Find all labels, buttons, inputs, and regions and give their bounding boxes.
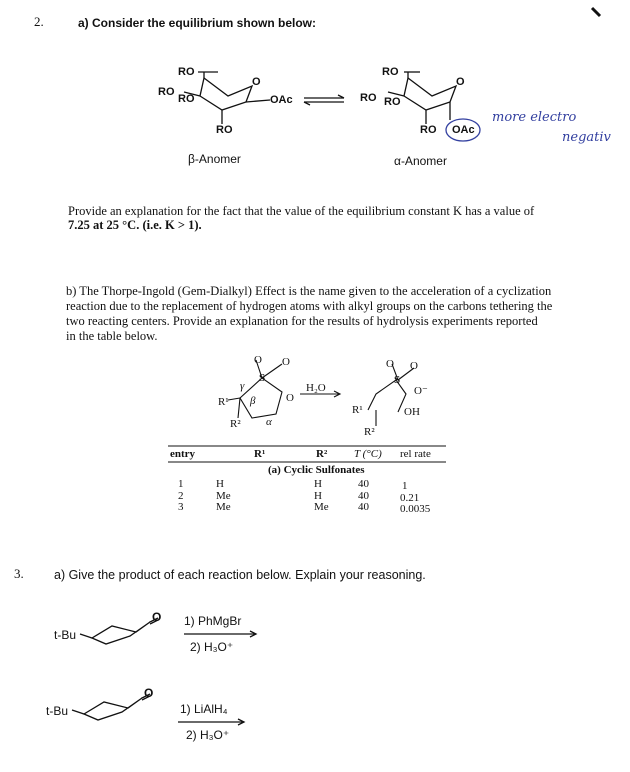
beta-ro-bottom: RO: [216, 124, 233, 136]
table-header-temp: T (°C): [354, 448, 382, 460]
row3-r1: Me: [216, 501, 231, 513]
beta-anomer-label: β-Anomer: [188, 152, 241, 166]
table-header-r1: R¹: [254, 448, 266, 460]
row1-entry: 1: [178, 478, 184, 490]
row3-rate: 0.0035: [400, 503, 431, 515]
q2b-line1: b) The Thorpe-Ingold (Gem-Dialkyl) Effect is the name given to the acceleration of a cyclization: [66, 284, 552, 298]
question-2a-prompt: a) Consider the equilibrium shown below:: [78, 16, 317, 30]
rxn1-step2: 2) H₃O⁺: [190, 640, 234, 654]
row1-r1: H: [216, 478, 224, 490]
table-header-entry: entry: [170, 448, 196, 460]
product-o-top2: O: [410, 360, 418, 372]
row2-r1: Me: [216, 490, 231, 502]
sulfonate-s: S: [259, 372, 266, 384]
cyclohexanone-1-ring: [92, 622, 150, 644]
q2b-line3: two reacting centers. Provide an explanation for the results of hydrolysis experiments reported: [66, 314, 538, 328]
row2-temp: 40: [358, 490, 369, 502]
q2b-line2: reaction due to the replacement of hydrogen atoms with alkyl groups on the carbons tethering the: [66, 299, 553, 313]
q2b-line4: in the table below.: [66, 329, 158, 343]
q2a-explain-line2: 7.25 at 25 °C. (i.e. K > 1).: [68, 218, 202, 232]
sulfonate-o-top2: O: [282, 356, 290, 368]
alpha-ro-mid: RO: [384, 96, 401, 108]
beta-position-label: β: [250, 395, 256, 407]
alpha-anomer-label: α-Anomer: [394, 154, 447, 168]
product-r1: R¹: [352, 404, 363, 416]
rxn1-step1: 1) PhMgBr: [184, 614, 242, 628]
beta-anomer-ring: [200, 78, 252, 110]
reactant-r1: R¹: [218, 396, 229, 408]
row1-temp: 40: [358, 478, 369, 490]
rxn2-carbonyl-o: O: [144, 686, 154, 700]
handwritten-note-line1: more electro: [492, 110, 577, 125]
beta-ro-top: RO: [178, 66, 195, 78]
row2-r2: H: [314, 490, 322, 502]
row1-rate: 1: [402, 480, 408, 492]
row2-rate: 0.21: [400, 492, 420, 504]
beta-oac: OAc: [270, 94, 293, 106]
row1-r2: H: [314, 478, 322, 490]
product-r2: R²: [364, 426, 375, 438]
alpha-ro-top: RO: [382, 66, 399, 78]
product-s: S: [394, 374, 401, 386]
rxn2-tbu: t-Bu: [46, 704, 69, 718]
alpha-anomer-ring: [404, 78, 456, 110]
alpha-ro-left: RO: [360, 92, 377, 104]
row2-entry: 2: [178, 490, 184, 502]
row3-temp: 40: [358, 501, 369, 513]
cyclohexanone-2-ring: [84, 698, 142, 720]
alpha-oac: OAc: [452, 124, 475, 136]
question-3a-prompt: a) Give the product of each reaction below. Explain your reasoning.: [54, 568, 426, 582]
question-3-number: 3.: [14, 566, 24, 581]
question-2-number: 2.: [34, 14, 44, 29]
table-header-r2: R²: [316, 448, 328, 460]
table-caption: (a) Cyclic Sulfonates: [268, 464, 365, 476]
rxn2-step2: 2) H₃O⁺: [186, 728, 230, 742]
product-o-minus: O⁻: [414, 385, 428, 397]
gamma-label: γ: [240, 380, 245, 392]
hydrolysis-reagent: H₂O: [306, 382, 326, 394]
sulfonate-ring-o: O: [286, 392, 294, 404]
table-header-rate: rel rate: [400, 448, 431, 460]
row3-r2: Me: [314, 501, 329, 513]
alpha-position-label: α: [266, 416, 272, 428]
rxn2-step1: 1) LiAlH₄: [180, 702, 228, 716]
rxn1-tbu: t-Bu: [54, 628, 77, 642]
reactant-r2: R²: [230, 418, 241, 430]
row3-entry: 3: [178, 501, 184, 513]
sulfonate-o-top1: O: [254, 354, 262, 366]
beta-ro-left: RO: [158, 86, 175, 98]
q2a-explain-line1: Provide an explanation for the fact that the value of the equilibrium constant K has a value of: [68, 204, 535, 218]
sulfonate-product-chain: [368, 380, 406, 412]
product-o-top1: O: [386, 358, 394, 370]
beta-ro-mid: RO: [178, 93, 195, 105]
rxn1-carbonyl-o: O: [152, 610, 162, 624]
alpha-ring-oxygen: O: [456, 76, 465, 88]
product-oh: OH: [404, 406, 420, 418]
handwritten-note-line2: negativ: [562, 130, 611, 145]
alpha-ro-bottom: RO: [420, 124, 437, 136]
beta-ring-oxygen: O: [252, 76, 261, 88]
cyclic-sulfonate-ring: [240, 378, 282, 418]
